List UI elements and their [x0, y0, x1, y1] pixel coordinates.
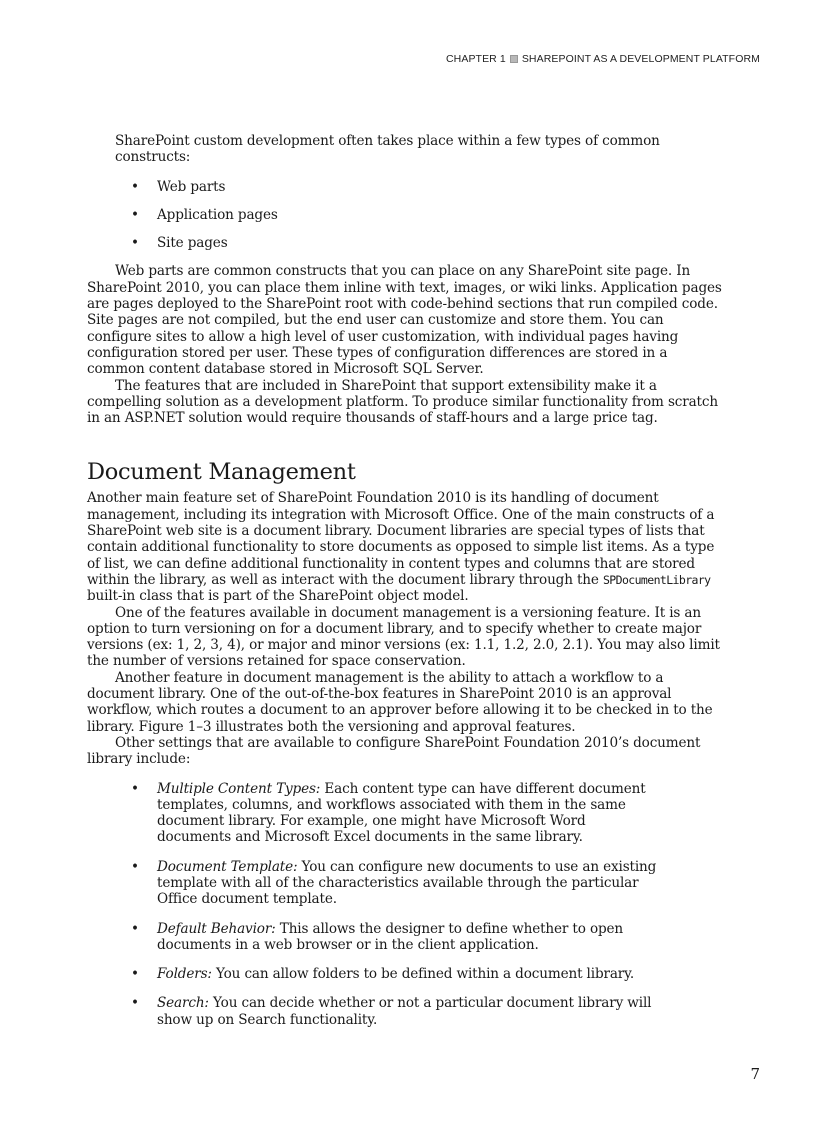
list-item: • Search: You can decide whether or not a particular document library will show up on Search functionality.	[131, 995, 652, 1028]
separator-square-icon	[510, 55, 518, 63]
list-item: • Multiple Content Types: Each content type can have different document templates, columns, and workflows associated with them in the same document library. For example, one might have Microsoft Word documents and Microsoft Excel documents in the same library.	[131, 780, 646, 846]
list-item: • Default Behavior: This allows the designer to define whether to open documents in a web browser or in the client application.	[131, 920, 624, 953]
bullet-icon: •	[131, 995, 139, 1012]
intro-paragraph: SharePoint custom development often takes place within a few types of common constructs:	[115, 133, 660, 166]
paragraph: Web parts are common constructs that you can place on any SharePoint site page. In SharePoint 2010, you can place them inline with text, images, or wiki links. Application pages are pages deployed to the SharePoint root with code-behind sections that run compiled code. Site pages are not compiled, but the end user can customize and store them. You can configure sites to allow a high level of user customization, with individual pages having configuration stored per user. These types of configuration differences are stored in a common content database stored in Microsoft SQL Server.	[87, 263, 722, 378]
paragraph: Another feature in document management is the ability to attach a workflow to a document library. One of the out-of-the-box features in SharePoint 2010 is an approval workflow, which routes a document to an approver before allowing it to be checked in to the library. Figure 1–3 illustrates both the versioning and approval features.	[87, 669, 713, 735]
list-item: • Application pages	[131, 206, 278, 223]
paragraph: Other settings that are available to configure SharePoint Foundation 2010’s document library include:	[87, 734, 701, 768]
term: Search:	[157, 995, 209, 1012]
chapter-label: CHAPTER 1	[445, 53, 506, 65]
list-item: • Web parts	[131, 178, 226, 195]
page-body	[87, 133, 729, 1041]
paragraph: The features that are included in SharePoint that support extensibility make it a compelling solution as a development platform. To produce similar functionality from scratch in an ASP.NET solution would require thousands of staff-hours and a large price tag.	[87, 377, 718, 427]
term: Default Behavior:	[157, 920, 276, 937]
bullet-icon: •	[131, 858, 139, 875]
paragraph: Another main feature set of SharePoint Foundation 2010 is its handling of document management, including its integration with Microsoft Office. One of the main constructs of a SharePoint web site is a document library. Document libraries are special types of lists that contain additional functionality to store documents as opposed to simple list items. As a type of list, we can define additional functionality in content types and columns that are stored within the library, as well as interact with the document library through the SPDocumentLibrary built-in class that is part of the SharePoint object model.	[87, 490, 715, 605]
paragraph: One of the features available in document management is a versioning feature. It is an option to turn versioning on for a document library, and to specify whether to create major versions (ex: 1, 2, 3, 4), or major and minor versions (ex: 1.1, 1.2, 2.0, 2.1). You may also limit the number of versions retained for space conservation.	[87, 604, 720, 670]
list-item: • Site pages	[131, 235, 228, 252]
chapter-title: SHAREPOINT AS A DEVELOPMENT PLATFORM	[521, 53, 760, 65]
term: Folders:	[157, 966, 212, 983]
page-number: 7	[750, 1065, 760, 1083]
bullet-icon: •	[131, 780, 139, 797]
term: Multiple Content Types:	[157, 780, 321, 797]
inline-code: SPDocumentLibrary	[602, 572, 711, 587]
bullet-icon: •	[131, 206, 139, 223]
bullet-icon: •	[131, 235, 139, 252]
list-item: • Document Template: You can configure new documents to use an existing template with all of the characteristics available through the particular Office document template.	[131, 858, 657, 908]
constructs-list	[87, 179, 729, 252]
term: Document Template:	[157, 858, 298, 875]
settings-list	[87, 781, 729, 1029]
bullet-icon: •	[131, 178, 139, 195]
bullet-icon: •	[131, 920, 139, 937]
section-heading: Document Management	[87, 459, 356, 486]
running-header	[446, 53, 760, 65]
list-item: • Folders: You can allow folders to be defined within a document library.	[131, 966, 635, 983]
bullet-icon: •	[131, 966, 139, 983]
